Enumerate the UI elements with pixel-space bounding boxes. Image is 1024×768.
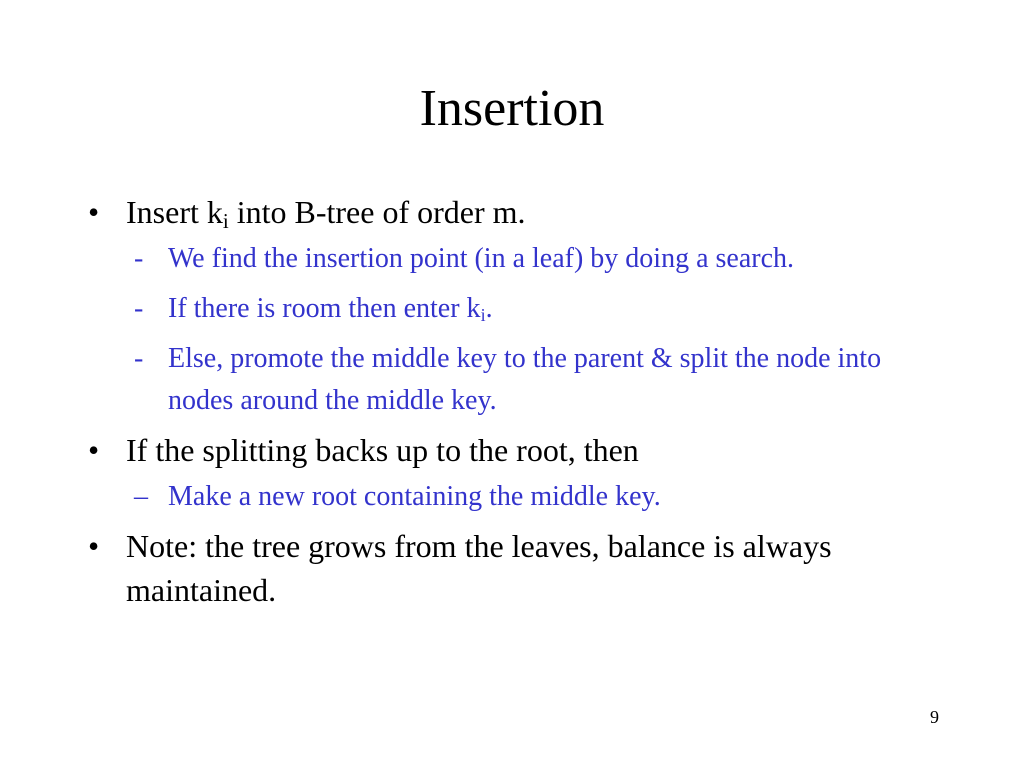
bullet-marker: • <box>88 528 100 564</box>
sub-bullet-item <box>134 476 948 518</box>
bullet-item <box>88 190 948 234</box>
sub-bullet-text: Else, promote the middle key to the parent & split the node into nodes around the middle key. <box>168 343 882 416</box>
bullet-text: If the splitting backs up to the root, then <box>126 432 639 468</box>
dash-marker: - <box>134 343 144 374</box>
page-number: 9 <box>930 707 939 727</box>
subscript: i <box>480 305 486 325</box>
sub-bullet-list <box>134 238 948 422</box>
bullet-item <box>88 428 948 472</box>
bullet-item <box>88 524 948 612</box>
bullet-text-part: into B-tree of order m. <box>228 194 526 230</box>
sub-bullet-text <box>168 293 493 324</box>
dash-marker: – <box>134 481 148 512</box>
sub-bullet-list <box>134 476 948 518</box>
slide-title: Insertion <box>419 80 605 137</box>
subscript: i <box>222 209 229 233</box>
bullet-marker: • <box>88 432 100 468</box>
sub-bullet-item <box>134 238 948 280</box>
bullet-text <box>126 194 526 233</box>
sub-bullet-text: We find the insertion point (in a leaf) by doing a search. <box>168 243 794 274</box>
sub-bullet-item <box>134 288 948 330</box>
dash-marker: - <box>134 243 144 274</box>
bullet-text-part: Insert k <box>126 194 223 230</box>
sub-bullet-text: Make a new root containing the middle key. <box>168 481 661 512</box>
bullet-text: Note: the tree grows from the leaves, balance is always maintained. <box>126 528 832 608</box>
slide-body <box>88 190 948 612</box>
sub-bullet-item <box>134 338 948 422</box>
sub-bullet-text-part: If there is room then enter k <box>168 293 481 324</box>
dash-marker: - <box>134 293 144 324</box>
bullet-marker: • <box>88 194 100 230</box>
sub-bullet-text-part: . <box>485 293 493 324</box>
